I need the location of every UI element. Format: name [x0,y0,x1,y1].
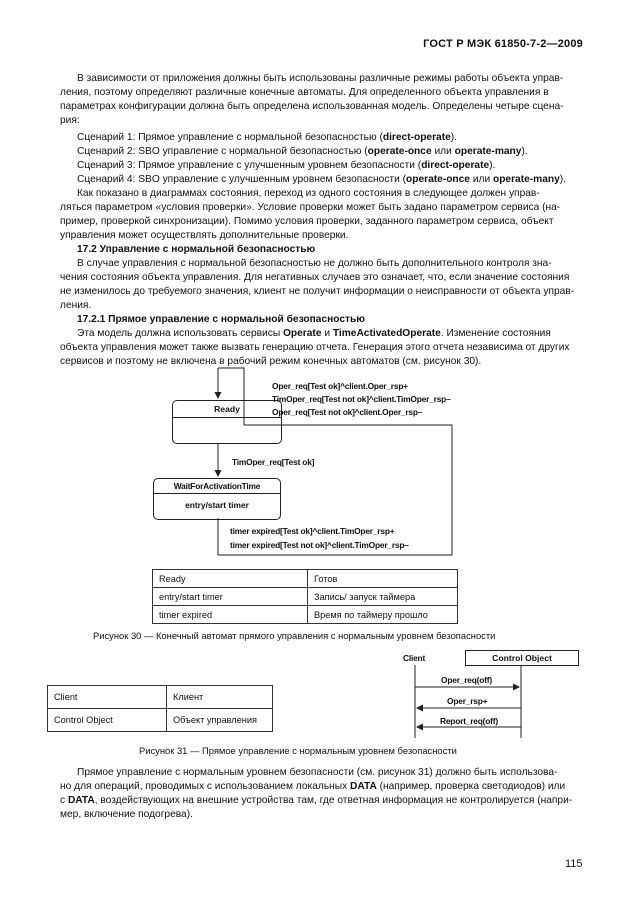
table-row [153,588,458,606]
table-cell: Client [48,686,167,709]
section-heading-17-2: 17.2 Управление с нормальной безопасностью [77,244,316,255]
intro-line-2: ления, поэтому определяют различные конечные автоматы. Для определенного объекта управления в [60,87,549,98]
figure-30-legend-table [152,569,458,624]
lifeline-client-label: Client [403,653,426,663]
figure-31-caption: Рисунок 31 — Прямое управление с нормальным уровнем безопасности [139,745,457,756]
message-report-req: Report_req(off) [440,716,498,726]
para5-line-3: с DATA, воздействующих на внешние устройства там, где ответная информация не контролируется (напри- [60,795,573,806]
scenario-1: Сценарий 1: Прямое управление с нормальной безопасностью (direct-operate). [77,132,458,143]
para3-line-2: чения состояния объекта управления. Для негативных случаев это означает, что, если значение состояния [60,272,570,283]
state-ready [172,400,282,444]
transition-label-timer-ok: timer expired[Test ok]^client.TimOper_rsp+ [230,526,395,536]
transition-label-timer-not-ok: timer expired[Test not ok]^client.TimOper_rsp– [230,540,409,550]
state-wait-for-activation-time [153,478,281,520]
table-cell: Клиент [167,686,273,709]
message-oper-req: Oper_req(off) [441,675,492,685]
para3-line-1: В случае управления с нормальной безопасностью не должно быть дополнительного контроля зна- [77,258,552,269]
table-cell: entry/start timer [153,588,308,606]
message-oper-rsp: Oper_rsp+ [447,696,488,706]
para2-line-1: Как показано в диаграммах состояния, переход из одного состояния в следующее должен управ- [77,188,540,199]
transition-label-1: Oper_req[Test ok]^client.Oper_rsp+ [272,381,408,391]
page-number: 115 [565,858,583,870]
para4-line-1: Эта модель должна использовать сервисы Operate и TimeActivatedOperate. Изменение состояния [77,328,551,339]
transition-label-2: TimOper_req[Test not ok]^client.TimOper_rsp– [272,394,451,404]
transition-label-timoper: TimOper_req[Test ok] [232,457,315,467]
table-cell: Время по таймеру прошло [308,606,458,624]
transition-label-3: Oper_req[Test not ok]^client.Oper_rsp– [272,407,423,417]
para5-line-2: но для операций, проводимых с использованием локальных DATA (например, проверка светодиодов) или [60,781,566,792]
table-cell: Готов [308,570,458,588]
lifeline-control-object-box: Control Object [465,650,579,666]
intro-line-4: рия: [60,115,80,126]
scenario-3: Сценарий 3: Прямое управление с улучшенным уровнем безопасности (direct-operate). [77,160,496,171]
para5-line-4: мер, включение подогрева). [60,809,193,820]
para2-line-2: ляться параметром «условия проверки». Условие проверки может быть задано параметром сервиса (на- [60,202,561,213]
para4-line-2: объекта управления может также вызвать генерацию отчета. Генерация этого отчета независима от других [60,342,570,353]
para2-line-3: пример, проверкой синхронизации). Помимо условия проверки, заданного параметром сервиса, объект [60,216,554,227]
table-row [48,709,273,732]
table-cell: Control Object [48,709,167,732]
table-cell: Ready [153,570,308,588]
state-wait-entry-action: entry/start timer [185,500,249,510]
table-row [153,606,458,624]
para2-line-4: управления может осуществлять дополнительные проверки. [60,230,349,241]
table-row [48,686,273,709]
state-ready-title: Ready [173,401,281,418]
scenario-2: Сценарий 2: SBO управление с нормальной безопасностью (operate-once или operate-many). [77,146,528,157]
para3-line-3: не изменилось до требуемого значения, клиент не получит информации о неисправности от объекта управ- [60,286,575,297]
para4-line-3: сервисов и поэтому не включена в рабочий режим конечных автоматов (см. рисунок 30). [60,356,482,367]
state-wait-title: WaitForActivationTime [154,479,280,494]
figure-30-caption: Рисунок 30 — Конечный автомат прямого управления с нормальным уровнем безопасности [93,630,496,641]
figure-31-legend-table [47,685,273,732]
section-heading-17-2-1: 17.2.1 Прямое управление с нормальной безопасностью [77,314,365,325]
table-row [153,570,458,588]
scenario-4: Сценарий 4: SBO управление с улучшенным уровнем безопасности (operate-once или operate-many). [77,174,567,185]
para5-line-1: Прямое управление с нормальным уровнем безопасности (см. рисунок 31) должно быть использова- [77,767,558,778]
document-header: ГОСТ Р МЭК 61850-7-2—2009 [423,38,583,50]
para3-line-4: ления. [60,300,92,311]
table-cell: timer expired [153,606,308,624]
table-cell: Объект управления [167,709,273,732]
intro-line-1: В зависимости от приложения должны быть использованы различные режимы работы объекта управ- [77,73,564,84]
table-cell: Запись/ запуск таймера [308,588,458,606]
intro-line-3: параметрах конфигурации должна быть определена использованная модель. Определены четыре сцена- [60,101,564,112]
